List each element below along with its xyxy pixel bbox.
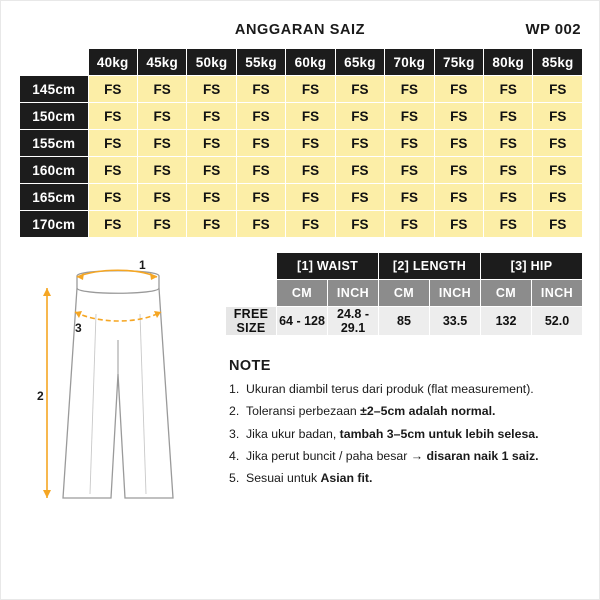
note-section [225,336,583,484]
fit-cell: FS [335,184,384,211]
fit-cell: FS [236,130,285,157]
fit-cell: FS [484,130,533,157]
unit-length-inch: INCH [430,280,481,307]
fit-cell: FS [236,184,285,211]
note-text: Jika ukur badan, tambah 3–5cm untuk lebih selesa. [246,426,539,441]
fit-cell: FS [236,103,285,130]
fit-cell: FS [434,211,483,238]
fit-cell: FS [286,157,335,184]
fit-cell: FS [335,130,384,157]
fit-cell: FS [484,184,533,211]
fit-cell: FS [533,103,583,130]
unit-waist-inch: INCH [328,280,379,307]
weight-header-60kg: 60kg [286,49,335,76]
weight-header-75kg: 75kg [434,49,483,76]
fit-cell: FS [335,103,384,130]
left-fold-line [90,314,96,494]
note-text: Sesuai untuk Asian fit. [246,471,373,486]
fit-cell: FS [88,130,137,157]
list-item [229,472,583,484]
group-header-length: [2] LENGTH [379,253,481,280]
page-title: ANGGARAN SAIZ [234,21,366,38]
height-header-170cm: 170cm [20,211,89,238]
fit-cell: FS [187,211,236,238]
note-number: 1. [229,382,240,396]
fit-cell: FS [434,184,483,211]
fit-cell: FS [137,211,186,238]
fit-cell: FS [533,184,583,211]
hip-measure-arrow [75,312,161,321]
size-grid-corner [20,49,89,76]
lower-section [1,238,599,529]
height-header-165cm: 165cm [20,184,89,211]
fit-cell: FS [484,103,533,130]
weight-header-50kg: 50kg [187,49,236,76]
measurements-and-notes [219,252,583,529]
note-text: Ukuran diambil terus dari produk (flat measurement). [246,382,534,396]
fit-cell: FS [187,76,236,103]
value-waist-inch: 24.8 - 29.1 [328,307,379,336]
fit-cell: FS [137,157,186,184]
fit-cell: FS [533,211,583,238]
height-header-155cm: 155cm [20,130,89,157]
fit-cell: FS [187,184,236,211]
value-hip-cm: 132 [481,307,532,336]
list-item [229,428,583,440]
fit-cell: FS [533,76,583,103]
fit-cell: FS [88,211,137,238]
fit-cell: FS [385,211,434,238]
fit-cell: FS [88,103,137,130]
fit-cell: FS [236,211,285,238]
marker-3-label: 3 [75,321,82,335]
height-header-150cm: 150cm [20,103,89,130]
fit-cell: FS [286,103,335,130]
table-row [20,184,583,211]
product-code: WP 002 [525,21,581,38]
size-row-label: FREE SIZE [226,307,277,336]
unit-corner-blank [226,280,277,307]
marker-1-label: 1 [139,258,146,272]
fit-cell: FS [335,76,384,103]
table-row [20,130,583,157]
pants-outline [63,288,173,498]
table-row [20,157,583,184]
fit-cell: FS [533,157,583,184]
unit-waist-cm: CM [277,280,328,307]
weight-header-55kg: 55kg [236,49,285,76]
page-header [1,1,599,48]
fit-cell: FS [187,157,236,184]
table-row [20,76,583,103]
pants-diagram [19,252,219,529]
group-header-hip: [3] HIP [481,253,583,280]
fit-cell: FS [286,211,335,238]
list-item [229,450,583,462]
fit-cell: FS [286,130,335,157]
table-row [226,307,583,336]
weight-header-85kg: 85kg [533,49,583,76]
weight-header-80kg: 80kg [484,49,533,76]
note-number: 5. [229,471,240,486]
fit-cell: FS [385,157,434,184]
value-hip-inch: 52.0 [532,307,583,336]
fit-cell: FS [434,103,483,130]
fit-cell: FS [137,184,186,211]
fit-cell: FS [236,157,285,184]
note-title: NOTE [229,358,271,374]
unit-length-cm: CM [379,280,430,307]
note-list [229,383,583,484]
fit-cell: FS [484,76,533,103]
unit-hip-inch: INCH [532,280,583,307]
weight-header-70kg: 70kg [385,49,434,76]
length-arrow-head-top [43,288,51,296]
table-row [20,103,583,130]
note-text: Jika perut buncit / paha besar → disaran naik 1 saiz. [246,448,539,463]
fit-cell: FS [484,157,533,184]
fit-cell: FS [88,76,137,103]
right-fold-line [140,314,146,494]
fit-cell: FS [434,157,483,184]
weight-header-40kg: 40kg [88,49,137,76]
group-header-waist: [1] WAIST [277,253,379,280]
list-item [229,383,583,395]
fit-cell: FS [385,103,434,130]
note-number: 3. [229,426,240,441]
measurement-group-row [226,253,583,280]
fit-cell: FS [335,211,384,238]
note-text: Toleransi perbezaan ±2–5cm adalah normal. [246,404,496,419]
value-waist-cm: 64 - 128 [277,307,328,336]
pants-illustration-svg [19,254,219,524]
table-row [20,211,583,238]
fit-cell: FS [434,130,483,157]
fit-cell: FS [434,76,483,103]
size-grid-wrapper [1,48,599,238]
fit-cell: FS [533,130,583,157]
list-item [229,405,583,417]
measurement-table [225,252,583,336]
weight-header-45kg: 45kg [137,49,186,76]
length-arrow-head-bottom [43,490,51,498]
fit-cell: FS [187,103,236,130]
fit-cell: FS [385,76,434,103]
fit-cell: FS [335,157,384,184]
fit-cell: FS [286,184,335,211]
fit-cell: FS [484,211,533,238]
unit-hip-cm: CM [481,280,532,307]
fit-cell: FS [236,76,285,103]
fit-cell: FS [88,184,137,211]
note-number: 4. [229,448,240,463]
note-number: 2. [229,404,240,419]
measurement-unit-row [226,280,583,307]
size-grid-table [19,48,583,238]
fit-cell: FS [385,130,434,157]
hip-arrow-head-left [75,311,82,318]
weight-header-65kg: 65kg [335,49,384,76]
fit-cell: FS [286,76,335,103]
size-grid-header-row [20,49,583,76]
fit-cell: FS [88,157,137,184]
height-header-160cm: 160cm [20,157,89,184]
value-length-inch: 33.5 [430,307,481,336]
measurement-corner-blank [226,253,277,280]
fit-cell: FS [137,130,186,157]
fit-cell: FS [137,76,186,103]
fit-cell: FS [187,130,236,157]
height-header-145cm: 145cm [20,76,89,103]
fit-cell: FS [137,103,186,130]
fit-cell: FS [385,184,434,211]
value-length-cm: 85 [379,307,430,336]
marker-2-label: 2 [37,389,44,403]
